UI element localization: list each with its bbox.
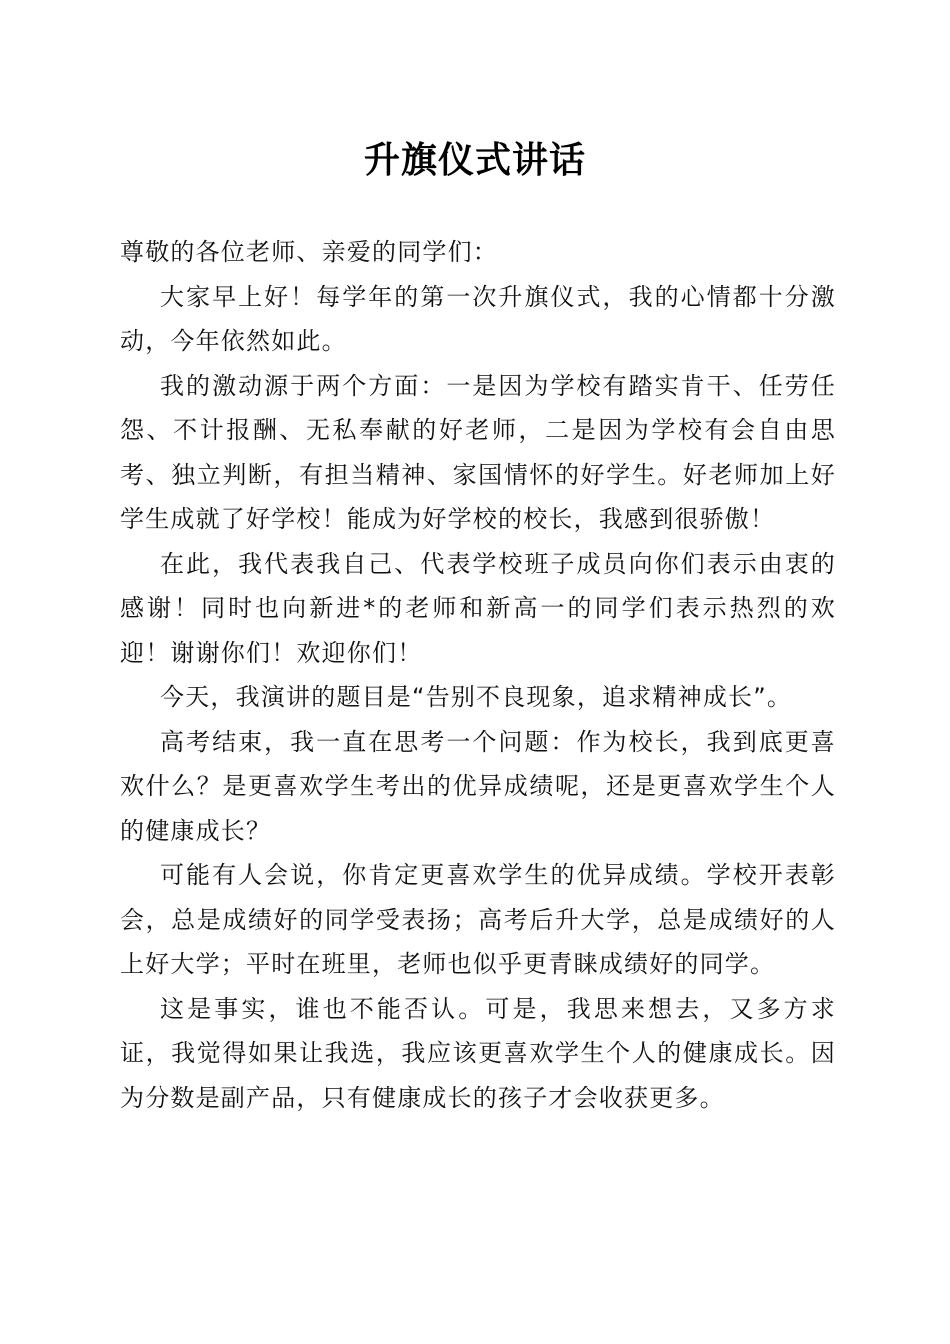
paragraph-question: 高考结束，我一直在思考一个问题：作为校长，我到底更喜欢什么？是更喜欢学生考出的优异成绩呢，还是更喜欢学生个人的健康成长？: [120, 727, 836, 845]
paragraph-growth-view: 这是事实，谁也不能否认。可是，我思来想去，又多方求证，我觉得如果让我选，我应该更喜欢学生个人的健康成长。因为分数是副产品，只有健康成长的孩子才会收获更多。: [120, 994, 836, 1112]
paragraph-thanks: 在此，我代表我自己、代表学校班子成员向你们表示由衷的感谢！同时也向新进*的老师和新高一的同学们表示热烈的欢迎！谢谢你们！欢迎你们！: [120, 549, 836, 667]
document-title: 升旗仪式讲话: [363, 139, 586, 181]
paragraph-greeting: 大家早上好！每学年的第一次升旗仪式，我的心情都十分激动，今年依然如此。: [120, 282, 836, 355]
salutation: 尊敬的各位老师、亲爱的同学们：: [120, 238, 498, 266]
paragraph-grades-view: 可能有人会说，你肯定更喜欢学生的优异成绩。学校开表彰会，总是成绩好的同学受表扬；高考后升大学，总是成绩好的人上好大学；平时在班里，老师也似乎更青睐成绩好的同学。: [120, 861, 836, 978]
paragraph-reasons: 我的激动源于两个方面：一是因为学校有踏实肯干、任劳任怨、不计报酬、无私奉献的好老师，二是因为学校有会自由思考、独立判断，有担当精神、家国情怀的好学生。好老师加上好学生成就了好学校！能成为好学校的校长，我感到很骄傲！: [120, 371, 836, 533]
document-body: [120, 230, 836, 1120]
paragraph-topic: 今天，我演讲的题目是“告别不良现象，追求精神成长”。: [160, 683, 793, 711]
